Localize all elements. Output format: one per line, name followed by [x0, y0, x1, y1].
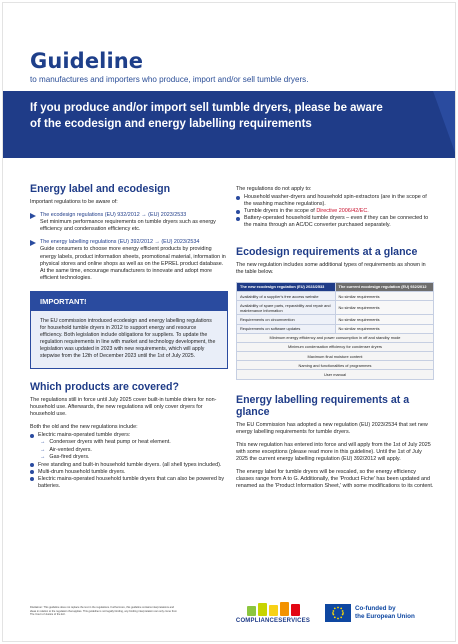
- important-text: The EU commission introduced ecodesign and energy labelling regulations for household tumble dryers in 2012 to support energy and resource efficiency. Both legislation include obligations for suppliers. To update the regulation requirements in line with market and technology development, the legislation was updated in 2023 with new requirements, which will apply stepwise from the 12th of December 2023 until the 1st of July 2025.: [31, 311, 227, 368]
- products-list: [30, 432, 228, 439]
- table-cell: No similar requirements: [335, 291, 434, 300]
- logo-text: COMPLIANCESERVICES: [235, 618, 311, 624]
- ecodesign-title: Ecodesign requirements at a glance: [236, 245, 418, 258]
- table-row: [237, 352, 434, 361]
- eu-flag-icon: [325, 604, 351, 622]
- products-p1: The regulations still in force until July 2025 cover built-in tumble driers for non-household use. Afterwards, the new regulations will only cover dryers for household use.: [30, 396, 217, 418]
- bullet-icon: [236, 210, 240, 214]
- bullet-icon: [30, 463, 34, 467]
- banner-text: If you produce and/or import sell tumble dryers, please be aware of the ecodesign and energy labelling requirements: [30, 102, 383, 130]
- banner: [3, 91, 456, 158]
- regulation-ecodesign: [30, 212, 228, 233]
- labelling-p2: This new regulation has entered into force and will apply from the 1st of July 2025 with some exceptions (please read more in this guideline). Until the 1st of July 2025 the current energy labelling regulation (EU) 392/2012 will apply.: [236, 441, 431, 462]
- bullet-icon: [30, 470, 34, 474]
- table-row: [237, 361, 434, 370]
- table-cell: Availability of spare parts, reparability and repair and maintenance information: [237, 301, 336, 315]
- list-item: Electric mains-operated household tumble dryers that can also be powered by batteries.: [30, 476, 228, 490]
- eu-cofunded-badge: [325, 604, 415, 622]
- eu-text: [355, 605, 415, 621]
- important-box: [30, 291, 228, 369]
- labelling-p3: The energy label for tumble dryers will be rescaled, so the energy efficiency classes range from A to G. Additionally, the 'Product Fiche' has been updated and renamed as the 'Product Information Sheet,' with some modifications to its content.: [236, 469, 434, 490]
- directive-link[interactable]: Directive 2006/42/EC.: [316, 208, 369, 215]
- labelling-p1: The EU Commission has adopted a new regulation (EU) 2023/2534 that set new energy labelling requirements for tumble dryers.: [236, 421, 428, 435]
- table-cell: User manual: [237, 370, 434, 379]
- bullet-icon: [30, 477, 34, 481]
- triangle-bullet-icon: [30, 240, 36, 246]
- eu-line-1: Co-funded by: [355, 605, 396, 612]
- list-item: Battery-operated household tumble dryers – even if they can be connected to the mains through an AC/DC converter purchased separately.: [236, 215, 434, 229]
- bullet-icon: [236, 217, 240, 221]
- not-apply-intro: The regulations do not apply to:: [236, 186, 312, 192]
- products-list-cont: [30, 462, 228, 490]
- left-column: [30, 183, 228, 490]
- bullet-icon: [30, 434, 34, 438]
- page-title: Guideline: [30, 49, 144, 73]
- table-cell: Requirements on circumvention: [237, 315, 336, 324]
- table-cell: Maximum final moisture content: [237, 352, 434, 361]
- table-row: [237, 301, 434, 315]
- ecodesign-regulation-link[interactable]: The ecodesign regulations (EU) 932/2012 → (EU) 2023/2533: [40, 212, 187, 219]
- ecodesign-table: [236, 282, 434, 380]
- right-column: [236, 186, 434, 490]
- table-row: [237, 333, 434, 342]
- list-item: Tumble dryers in the scope of Directive 2006/42/EC.: [236, 208, 434, 215]
- bullet-icon: [236, 196, 240, 200]
- table-cell: No similar requirements: [335, 324, 434, 333]
- labelling-regulation-text: Guide consumers to choose more energy efficient products by providing energy labels, product information sheets, promotional material, information in physical stores and online shops as well as on the EPREL product database. At the same time, encourage manufacturers to innovate and adopt more efficient technologies.: [40, 246, 226, 281]
- list-item: → Condenser dryers with heat pump or heat element.: [40, 439, 171, 446]
- logo-block-icon: [269, 605, 278, 616]
- products-title: Which products are covered?: [30, 380, 179, 393]
- header: [30, 49, 308, 84]
- list-item: → Air-vented dryers.: [40, 446, 92, 453]
- table-cell: No similar requirements: [335, 315, 434, 324]
- footer: [3, 596, 456, 642]
- labelling-regulation-link[interactable]: The energy labelling regulations (EU) 392/2012 → (EU) 2023/2534: [40, 239, 200, 246]
- logo-block-icon: [247, 606, 256, 616]
- list-item: → Gas-fired dryers.: [40, 453, 90, 460]
- table-header-row: [237, 282, 434, 291]
- energy-label-intro: Important regulations to be aware of:: [30, 199, 118, 205]
- list-item: Household washer-dryers and household spin-extractors (are in the scope of the washing machine regulations).: [236, 194, 434, 208]
- table-cell: Requirements on software updates: [237, 324, 336, 333]
- ecodesign-intro: The new regulation includes some additional types of requirements as shown in the table below.: [236, 261, 426, 275]
- table-row: [237, 291, 434, 300]
- logo-block-icon: [258, 603, 267, 616]
- table-cell: No similar requirements: [335, 301, 434, 315]
- labelling-title: Energy labelling requirements at a glance: [236, 393, 410, 418]
- table-row: [237, 324, 434, 333]
- table-cell: Minimum energy efficiency and power consumption in off and standby mode: [237, 333, 434, 342]
- logo-block-icon: [280, 602, 289, 616]
- products-p2: Both the old and the new regulations include:: [30, 424, 138, 431]
- table-cell: Availability of a supplier's free access website: [237, 291, 336, 300]
- list-item: Free standing and built-in household tumble dryers. (all shell types included).: [30, 462, 228, 469]
- important-title: IMPORTANT!: [31, 292, 227, 311]
- logo-block-icon: [291, 604, 300, 616]
- energy-label-title: Energy label and ecodesign: [30, 183, 171, 195]
- ecodesign-regulation-text: Set minimum performance requirements on tumble dryers such as energy efficiency and condensation efficiency etc.: [40, 219, 216, 233]
- triangle-bullet-icon: [30, 213, 36, 219]
- not-apply-list: [236, 194, 434, 229]
- arrow-bullet-icon: →: [40, 439, 46, 446]
- table-cell: Naming and functionalities of programmes: [237, 361, 434, 370]
- table-row: [237, 342, 434, 351]
- arrow-bullet-icon: →: [40, 453, 46, 460]
- guideline-page: [2, 2, 456, 642]
- regulation-labelling: [30, 239, 228, 282]
- table-cell: Minimum condensation efficiency for condenser dryers: [237, 342, 434, 351]
- list-item: Multi-drum household tumble dryers.: [30, 469, 228, 476]
- table-header-new: The new ecodesign regulation (EU) 2023/2533: [237, 282, 336, 291]
- list-item: Electric mains-operated tumble dryers:: [30, 432, 228, 439]
- products-sublist: [40, 439, 228, 460]
- table-row: [237, 315, 434, 324]
- disclaimer-text: Disclaimer: This guideline does not replace the text in the regulations. Furthermore, this guideline contains interpretations and ideas in relation to the regulation that applies. This guideline is not legally binding, any binding interpretation can only come from The Court of Justice of the EU.: [30, 606, 177, 617]
- eu-line-2: the European Union: [355, 613, 415, 620]
- table-row: [237, 370, 434, 379]
- compliance-services-logo: [231, 602, 315, 624]
- arrow-bullet-icon: →: [40, 446, 46, 453]
- page-subtitle: to manufactures and importers who produce, import and/or sell tumble dryers.: [30, 75, 309, 84]
- table-header-current: The current ecodesign regulation (EU) 932/2012: [335, 282, 434, 291]
- logo-icons: [231, 602, 315, 616]
